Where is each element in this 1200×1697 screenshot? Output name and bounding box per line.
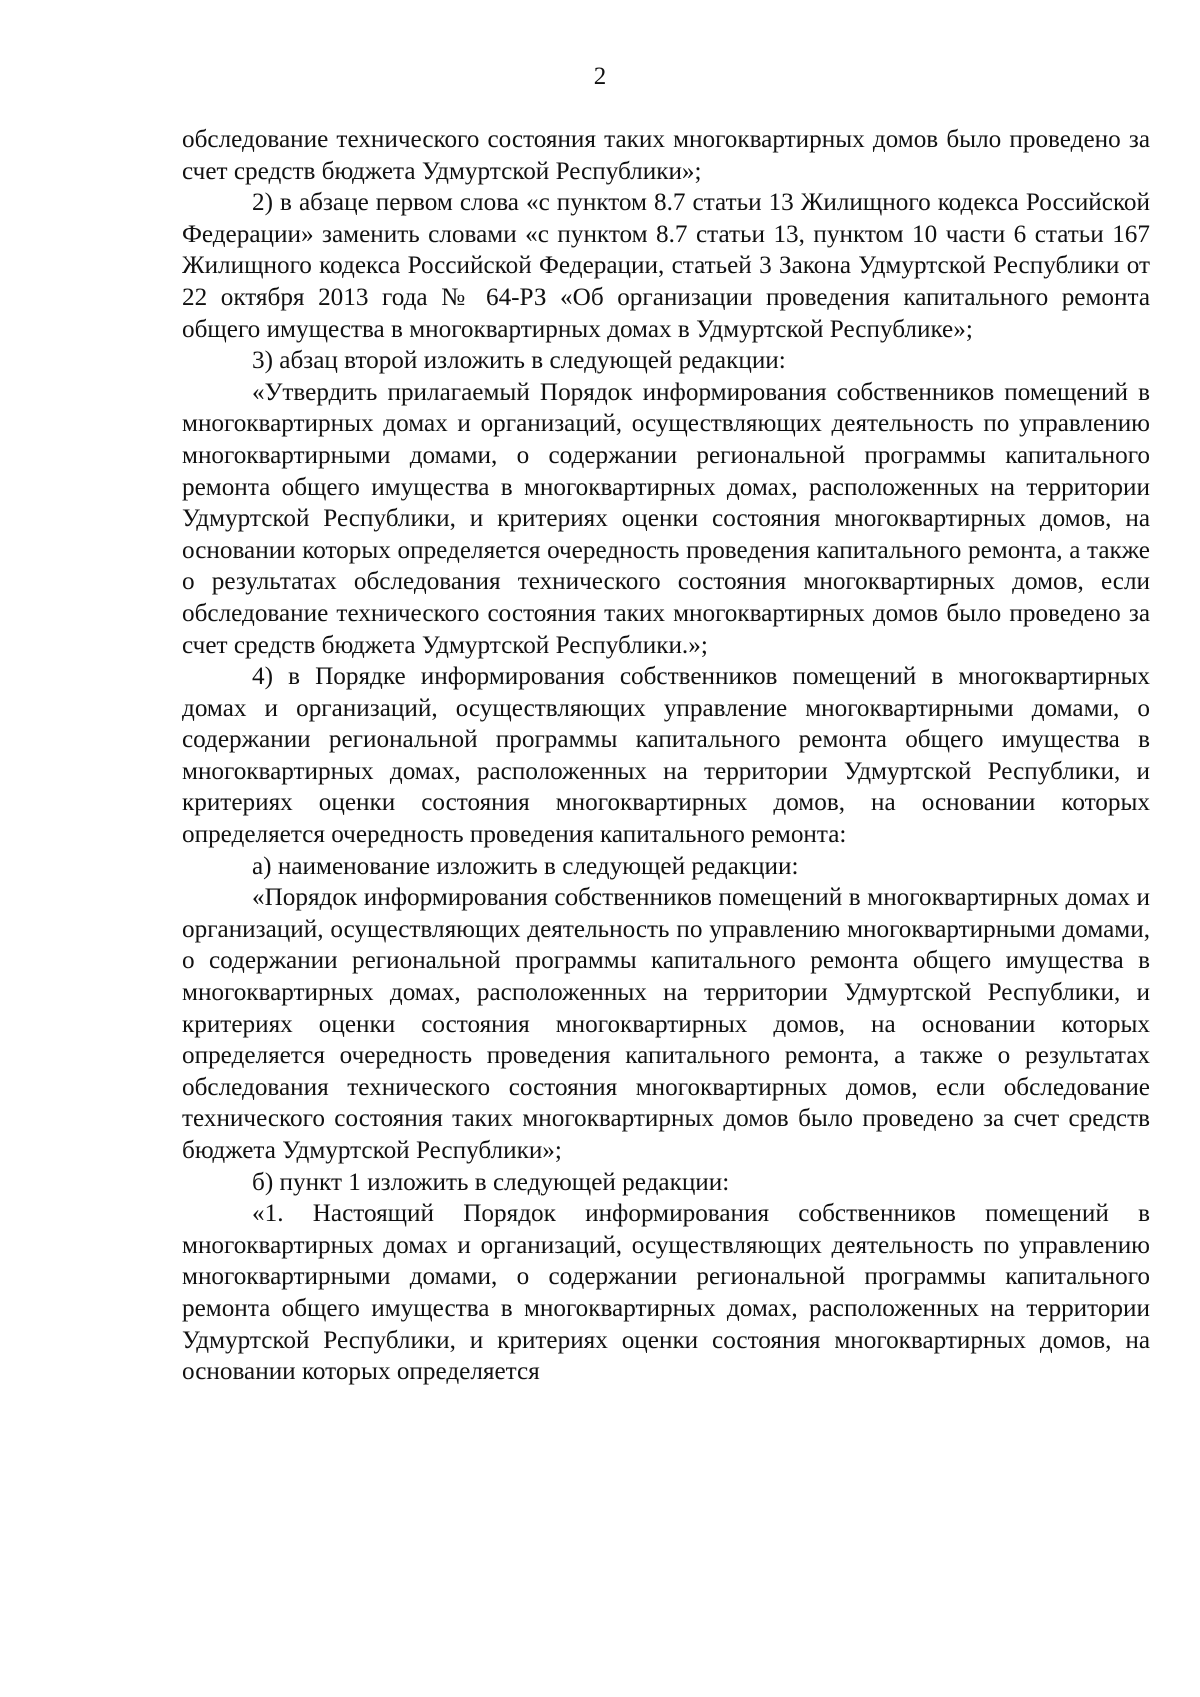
page-number: 2: [593, 63, 607, 90]
paragraph-quote-point-1: «1. Настоящий Порядок информирования собственников помещений в многоквартирных домах и организаций, осуществляющих деятельность по управлению многоквартирными домами, о содержании региональной программы капитального ремонта общего имущества в многоквартирных домах, расположенных на территории Удмуртской Республики, и критериях оценки состояния многоквартирных домов, на основании которых определяется: [182, 1200, 1150, 1386]
paragraph-quote-title: «Порядок информирования собственников помещений в многоквартирных домах и организаций, осуществляющих деятельность по управлению многоквартирными домами, о содержании региональной программы капитального ремонта общего имущества в многоквартирных домах, расположенных на территории Удмуртской Республики, и критериях оценки состояния многоквартирных домов, на основании которых определяется очередность проведения капитального ремонта, а также о результатах обследования технического состояния многоквартирных домов, если обследование технического состояния таких многоквартирных домов было проведено за счет средств бюджета Удмуртской Республики»;: [182, 884, 1150, 1164]
paragraph-quote-approve: «Утвердить прилагаемый Порядок информирования собственников помещений в многоквартирных домах и организаций, осуществляющих деятельность по управлению многоквартирными домами, о содержании региональной программы капитального ремонта общего имущества в многоквартирных домах, расположенных на территории Удмуртской Республики, и критериях оценки состояния многоквартирных домов, на основании которых определяется очередность проведения капитального ремонта, а также о результатах обследования технического состояния многоквартирных домов, если обследование технического состояния таких многоквартирных домов было проведено за счет средств бюджета Удмуртской Республики.»;: [182, 378, 1150, 659]
document-body: [182, 124, 1150, 1388]
paragraph-item-3: 3) абзац второй изложить в следующей редакции:: [252, 347, 786, 375]
paragraph-subitem-b: б) пункт 1 изложить в следующей редакции:: [252, 1168, 730, 1196]
paragraph-item-2: 2) в абзаце первом слова «с пунктом 8.7 статьи 13 Жилищного кодекса Российской Федерации» заменить словами «с пунктом 8.7 статьи 13, пунктом 10 части 6 статьи 167 Жилищного кодекса Российской Федерации, статьей 3 Закона Удмуртской Республики от 22 октября 2013 года № 64-РЗ «Об организации проведения капитального ремонта общего имущества в многоквартирных домах в Удмуртской Республике»;: [182, 189, 1150, 343]
paragraph-item-4: 4) в Порядке информирования собственников помещений в многоквартирных домах и организаций, осуществляющих управление многоквартирными домами, о содержании региональной программы капитального ремонта общего имущества в многоквартирных домах, расположенных на территории Удмуртской Республики, и критериях оценки состояния многоквартирных домов, на основании которых определяется очередность проведения капитального ремонта:: [182, 663, 1150, 849]
paragraph-continuation: обследование технического состояния таких многоквартирных домов было проведено за счет средств бюджета Удмуртской Республики»;: [182, 126, 1150, 185]
paragraph-subitem-a: а) наименование изложить в следующей редакции:: [252, 852, 799, 880]
